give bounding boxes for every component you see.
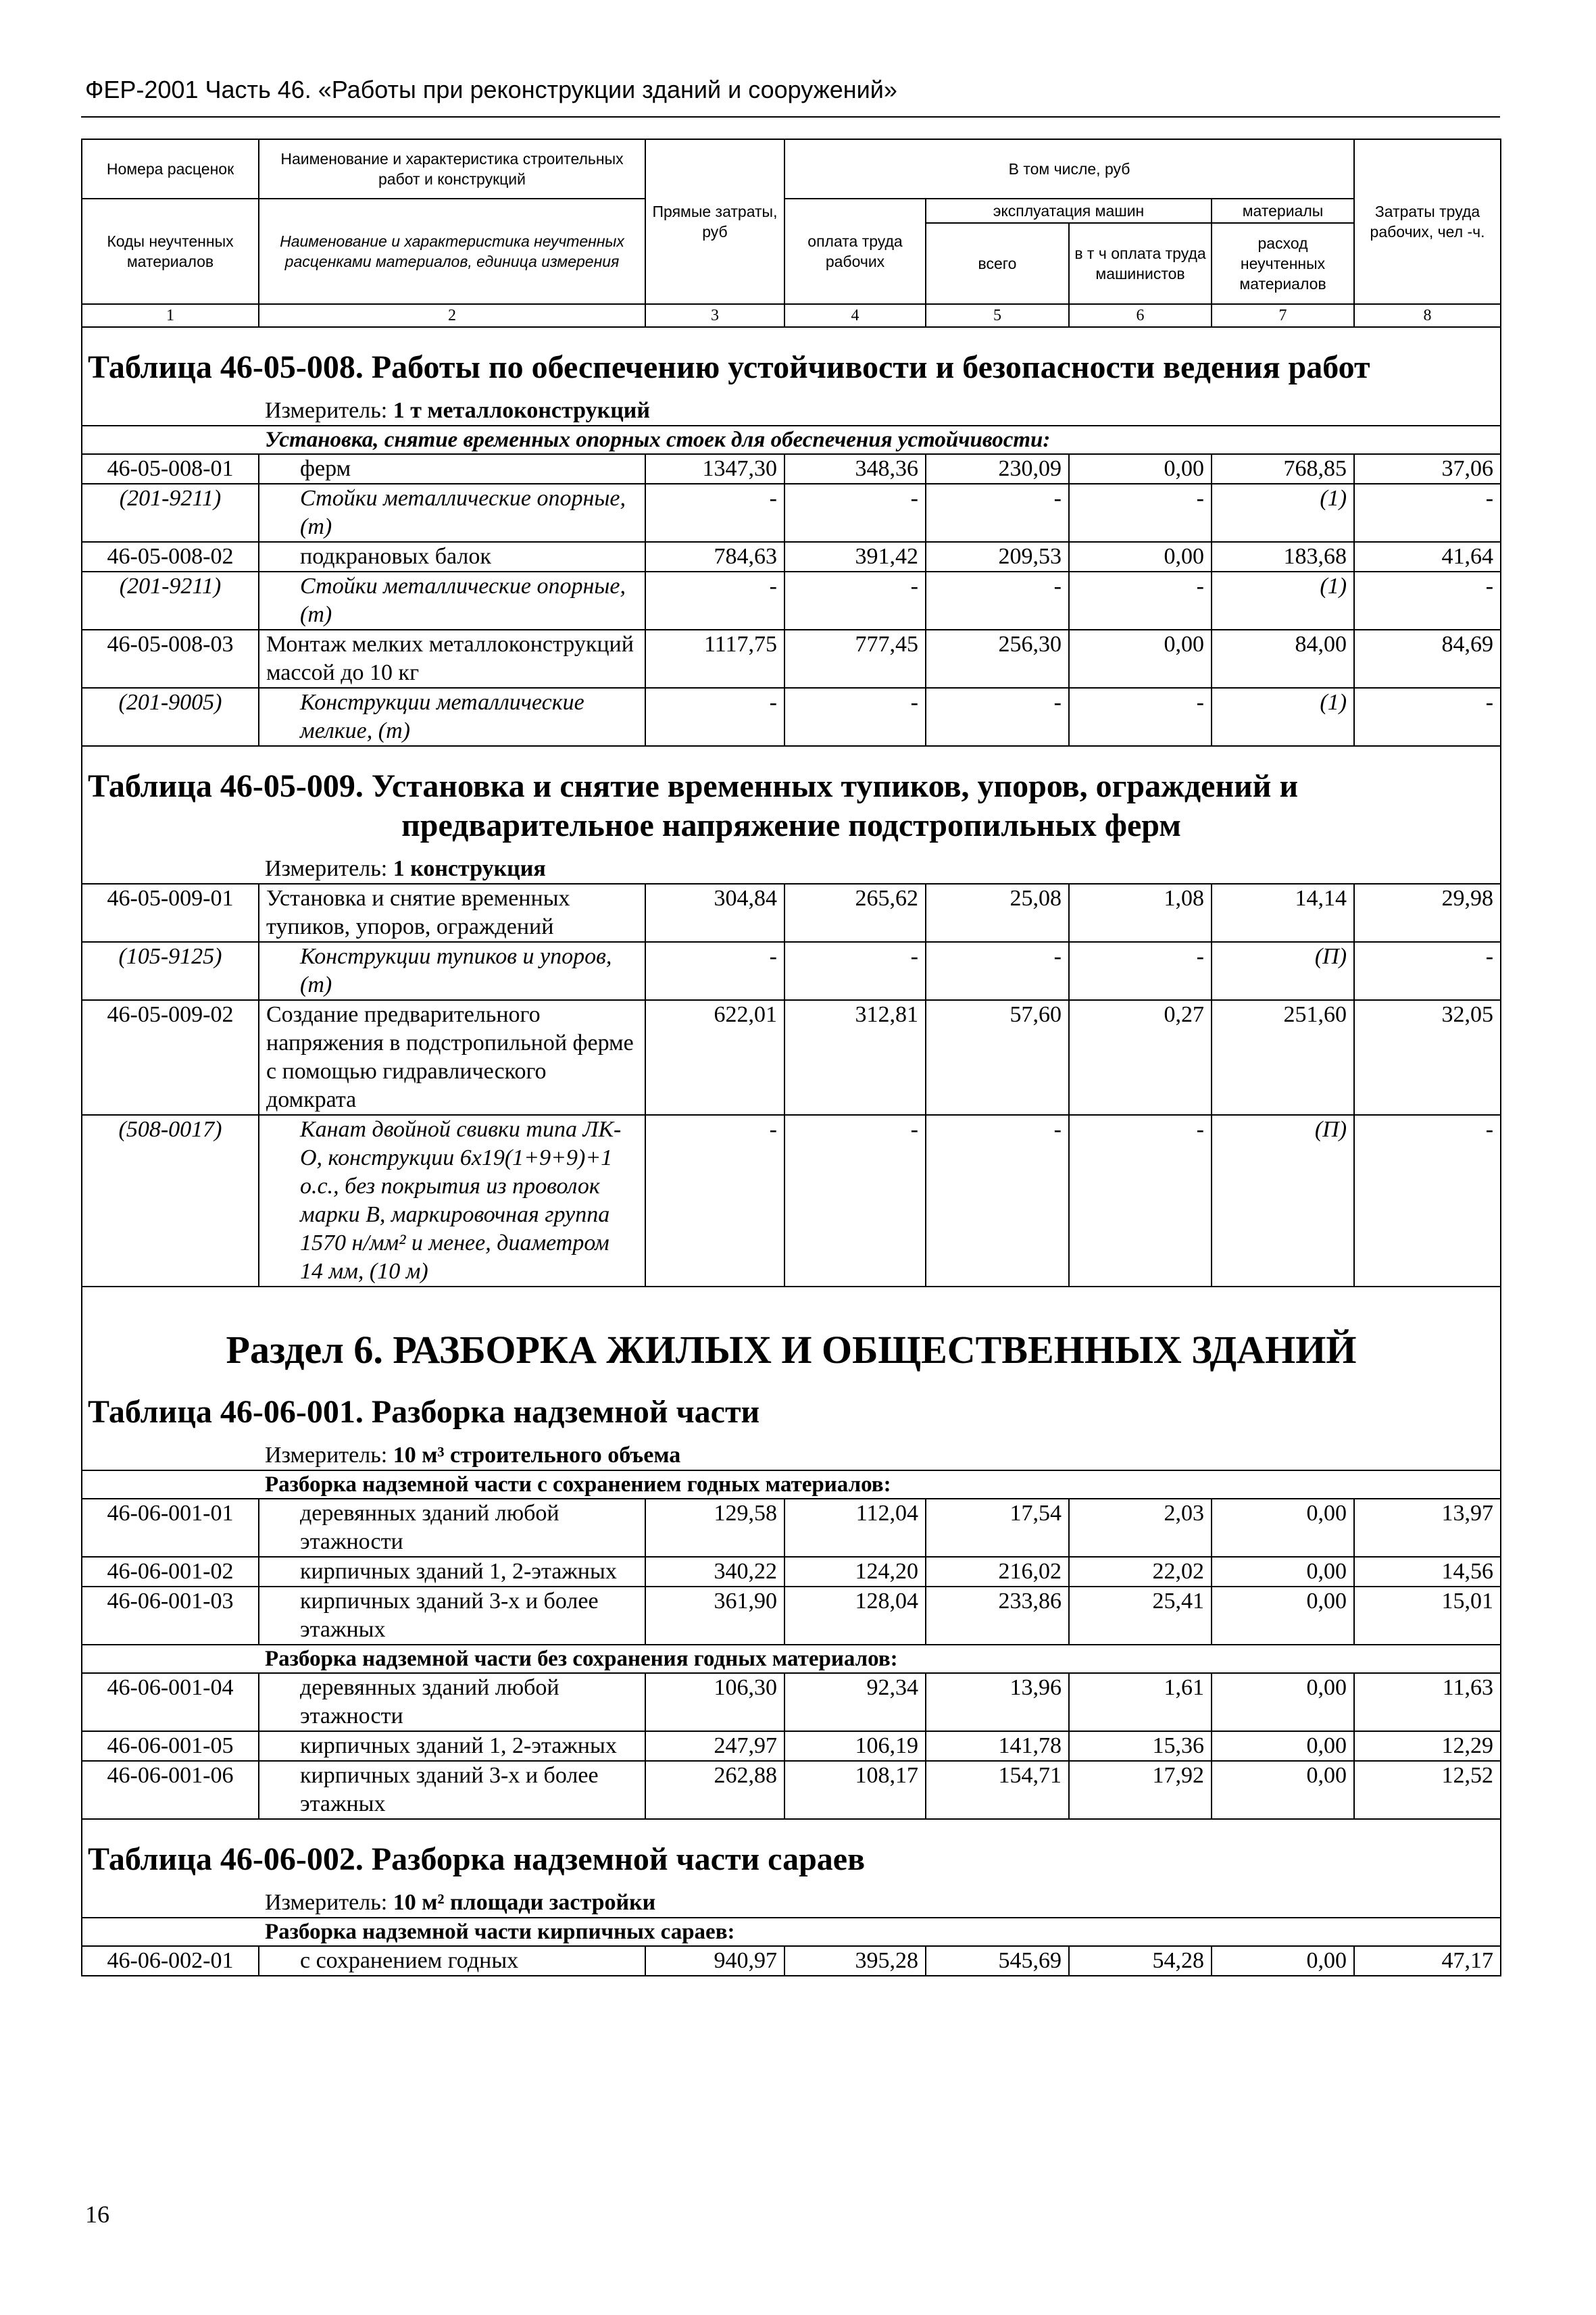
mv-6: - <box>1354 572 1501 630</box>
col1-top-header: Номера расценок <box>82 139 259 199</box>
measure-row <box>82 855 1501 884</box>
materials-cost: 0,00 <box>1212 1673 1354 1731</box>
col-num-5: 5 <box>926 304 1069 327</box>
table-row <box>82 884 1501 942</box>
subheading: Разборка надземной части с сохранением годных материалов: <box>82 1470 1501 1499</box>
mv-1: - <box>645 572 784 630</box>
table-title: Таблица 46-05-008. Работы по обеспечению устойчивости и безопасности ведения работ <box>82 327 1501 397</box>
mv-4: - <box>1069 1115 1212 1287</box>
materials-cost: 0,00 <box>1212 1587 1354 1645</box>
rate-code: 46-06-002-01 <box>82 1946 259 1976</box>
mv-4: - <box>1069 688 1212 746</box>
measure-value: 1 т металлоконструкций <box>393 398 650 423</box>
table-row <box>82 1499 1501 1557</box>
machines-total: 209,53 <box>926 542 1069 572</box>
rate-name: кирпичных зданий 3-х и более этажных <box>259 1587 645 1645</box>
labor-hours: 29,98 <box>1354 884 1501 942</box>
col8-header: Затраты труда рабочих, чел -ч. <box>1354 139 1501 304</box>
machinist-pay: 0,00 <box>1069 630 1212 688</box>
direct-cost: 247,97 <box>645 1731 784 1761</box>
table-row <box>82 1587 1501 1645</box>
table-title <box>82 746 1501 855</box>
materials-cost: 0,00 <box>1212 1946 1354 1976</box>
machines-total: 141,78 <box>926 1731 1069 1761</box>
machinist-pay: 0,27 <box>1069 1000 1212 1115</box>
rate-name: деревянных зданий любой этажности <box>259 1673 645 1731</box>
direct-cost: 304,84 <box>645 884 784 942</box>
machinist-pay: 17,92 <box>1069 1761 1212 1819</box>
subheading-row <box>82 1918 1501 1946</box>
direct-cost: 340,22 <box>645 1557 784 1587</box>
header-rule <box>81 116 1500 118</box>
measure-line <box>82 855 1501 884</box>
rate-name: Монтаж мелких металлоконструкций массой до 10 кг <box>259 630 645 688</box>
table-row <box>82 1557 1501 1587</box>
table-title-line-2: предварительное напряжение подстропильных ферм <box>401 807 1181 843</box>
col2-top-header: Наименование и характеристика строительных работ и конструкций <box>259 139 645 199</box>
col-num-4: 4 <box>784 304 926 327</box>
labor-hours: 41,64 <box>1354 542 1501 572</box>
material-code: (201-9005) <box>82 688 259 746</box>
labor-pay: 265,62 <box>784 884 926 942</box>
direct-cost: 106,30 <box>645 1673 784 1731</box>
labor-pay: 128,04 <box>784 1587 926 1645</box>
table-row <box>82 630 1501 688</box>
material-name: Канат двойной свивки типа ЛК-О, конструкции 6х19(1+9+9)+1 о.с., без покрытия из проволок марки В, маркировочная группа 1570 н/мм² и менее, диаметром 14 мм, (10 м) <box>259 1115 645 1287</box>
machinist-pay: 1,08 <box>1069 884 1212 942</box>
col-num-3: 3 <box>645 304 784 327</box>
rate-name: кирпичных зданий 3-х и более этажных <box>259 1761 645 1819</box>
measure-line <box>82 397 1501 426</box>
labor-pay: 391,42 <box>784 542 926 572</box>
col3-header: Прямые затраты, руб <box>645 139 784 304</box>
labor-hours: 12,52 <box>1354 1761 1501 1819</box>
machinist-pay: 1,61 <box>1069 1673 1212 1731</box>
material-row <box>82 1115 1501 1287</box>
col1-bottom-header: Коды неучтенных материалов <box>82 199 259 304</box>
material-name: Стойки металлические опорные, (т) <box>259 484 645 542</box>
table-title-row <box>82 1387 1501 1441</box>
col-num-1: 1 <box>82 304 259 327</box>
column-number-row <box>82 304 1501 327</box>
breakdown-header: В том числе, руб <box>784 139 1354 199</box>
material-code: (508-0017) <box>82 1115 259 1287</box>
subheading-row <box>82 426 1501 454</box>
mv-2: - <box>784 1115 926 1287</box>
col7-header: расход неучтенных материалов <box>1212 223 1354 304</box>
rate-name: с сохранением годных <box>259 1946 645 1976</box>
direct-cost: 1117,75 <box>645 630 784 688</box>
mv-3: - <box>926 688 1069 746</box>
mv-6: - <box>1354 1115 1501 1287</box>
machinist-pay: 54,28 <box>1069 1946 1212 1976</box>
rate-name: Установка и снятие временных тупиков, упоров, ограждений <box>259 884 645 942</box>
materials-cost: 0,00 <box>1212 1499 1354 1557</box>
labor-pay: 92,34 <box>784 1673 926 1731</box>
col-num-8: 8 <box>1354 304 1501 327</box>
page-number: 16 <box>85 2201 109 2228</box>
machinist-pay: 22,02 <box>1069 1557 1212 1587</box>
measure-label: Измеритель: <box>265 398 393 423</box>
rate-code: 46-05-009-02 <box>82 1000 259 1115</box>
material-row <box>82 942 1501 1000</box>
rate-code: 46-06-001-01 <box>82 1499 259 1557</box>
direct-cost: 784,63 <box>645 542 784 572</box>
rate-code: 46-06-001-05 <box>82 1731 259 1761</box>
rate-code: 46-06-001-06 <box>82 1761 259 1819</box>
rate-code: 46-06-001-03 <box>82 1587 259 1645</box>
mv-5: (1) <box>1212 688 1354 746</box>
subheading-row <box>82 1470 1501 1499</box>
col2-bottom-header: Наименование и характеристика неучтенных расценками материалов, единица измерения <box>259 199 645 304</box>
labor-pay: 395,28 <box>784 1946 926 1976</box>
machines-total: 13,96 <box>926 1673 1069 1731</box>
machines-total: 216,02 <box>926 1557 1069 1587</box>
labor-hours: 47,17 <box>1354 1946 1501 1976</box>
materials-cost: 0,00 <box>1212 1761 1354 1819</box>
table-title-row <box>82 327 1501 397</box>
col-num-6: 6 <box>1069 304 1212 327</box>
mv-2: - <box>784 942 926 1000</box>
mv-2: - <box>784 572 926 630</box>
mv-4: - <box>1069 484 1212 542</box>
rate-code: 46-06-001-02 <box>82 1557 259 1587</box>
rate-code: 46-05-009-01 <box>82 884 259 942</box>
price-table <box>81 139 1501 1976</box>
rate-name: кирпичных зданий 1, 2-этажных <box>259 1557 645 1587</box>
direct-cost: 129,58 <box>645 1499 784 1557</box>
subheading: Разборка надземной части без сохранения годных материалов: <box>82 1645 1501 1673</box>
table-row <box>82 1673 1501 1731</box>
mv-1: - <box>645 1115 784 1287</box>
measure-line <box>82 1441 1501 1470</box>
measure-line <box>82 1889 1501 1918</box>
machinist-pay: 15,36 <box>1069 1731 1212 1761</box>
mv-6: - <box>1354 688 1501 746</box>
rate-code: 46-05-008-02 <box>82 542 259 572</box>
col-num-2: 2 <box>259 304 645 327</box>
mv-5: (П) <box>1212 942 1354 1000</box>
subheading: Разборка надземной части кирпичных сараев: <box>82 1918 1501 1946</box>
mv-3: - <box>926 572 1069 630</box>
measure-label: Измеритель: <box>265 856 393 881</box>
mv-3: - <box>926 484 1069 542</box>
table-row <box>82 1000 1501 1115</box>
rate-code: 46-05-008-03 <box>82 630 259 688</box>
running-header: ФЕР-2001 Часть 46. «Работы при реконструкции зданий и сооружений» <box>85 76 897 103</box>
material-name: Конструкции тупиков и упоров, (т) <box>259 942 645 1000</box>
labor-hours: 11,63 <box>1354 1673 1501 1731</box>
col4-header: оплата труда рабочих <box>784 199 926 304</box>
labor-hours: 12,29 <box>1354 1731 1501 1761</box>
material-code: (105-9125) <box>82 942 259 1000</box>
labor-hours: 32,05 <box>1354 1000 1501 1115</box>
labor-pay: 348,36 <box>784 454 926 484</box>
measure-value: 10 м³ строительного объема <box>393 1443 681 1468</box>
machinist-pay: 0,00 <box>1069 454 1212 484</box>
header-row-2 <box>82 199 1501 223</box>
header-row-1 <box>82 139 1501 199</box>
measure-value: 10 м² площади застройки <box>393 1890 656 1915</box>
table-row <box>82 1731 1501 1761</box>
section-heading: Раздел 6. РАЗБОРКА ЖИЛЫХ И ОБЩЕСТВЕННЫХ ЗДАНИЙ <box>82 1287 1501 1387</box>
material-row <box>82 484 1501 542</box>
machinist-pay: 25,41 <box>1069 1587 1212 1645</box>
section-heading-row <box>82 1287 1501 1387</box>
table-title-line-1: Таблица 46-05-009. Установка и снятие временных тупиков, упоров, ограждений и <box>88 768 1299 804</box>
labor-pay: 124,20 <box>784 1557 926 1587</box>
mv-1: - <box>645 942 784 1000</box>
mv-5: (1) <box>1212 484 1354 542</box>
labor-pay: 112,04 <box>784 1499 926 1557</box>
measure-row <box>82 1441 1501 1470</box>
materials-cost: 768,85 <box>1212 454 1354 484</box>
rate-name: подкрановых балок <box>259 542 645 572</box>
labor-pay: 108,17 <box>784 1761 926 1819</box>
direct-cost: 262,88 <box>645 1761 784 1819</box>
materials-header: материалы <box>1212 199 1354 223</box>
mv-1: - <box>645 484 784 542</box>
materials-cost: 0,00 <box>1212 1557 1354 1587</box>
labor-hours: 37,06 <box>1354 454 1501 484</box>
subheading: Установка, снятие временных опорных стоек для обеспечения устойчивости: <box>82 426 1501 454</box>
rate-name: деревянных зданий любой этажности <box>259 1499 645 1557</box>
machinist-pay: 2,03 <box>1069 1499 1212 1557</box>
direct-cost: 622,01 <box>645 1000 784 1115</box>
mv-2: - <box>784 688 926 746</box>
labor-pay: 312,81 <box>784 1000 926 1115</box>
mv-5: (1) <box>1212 572 1354 630</box>
machines-total: 256,30 <box>926 630 1069 688</box>
material-code: (201-9211) <box>82 572 259 630</box>
machinist-pay: 0,00 <box>1069 542 1212 572</box>
labor-hours: 14,56 <box>1354 1557 1501 1587</box>
rate-code: 46-05-008-01 <box>82 454 259 484</box>
material-row <box>82 688 1501 746</box>
material-code: (201-9211) <box>82 484 259 542</box>
table-row <box>82 454 1501 484</box>
direct-cost: 1347,30 <box>645 454 784 484</box>
measure-label: Измеритель: <box>265 1443 393 1468</box>
table-title: Таблица 46-06-001. Разборка надземной части <box>82 1387 1501 1441</box>
direct-cost: 940,97 <box>645 1946 784 1976</box>
measure-value: 1 конструкция <box>393 856 546 881</box>
mv-6: - <box>1354 484 1501 542</box>
materials-cost: 0,00 <box>1212 1731 1354 1761</box>
col6-header: в т ч оплата труда машинистов <box>1069 223 1212 304</box>
labor-pay: 106,19 <box>784 1731 926 1761</box>
table-title-row <box>82 746 1501 855</box>
subheading-row <box>82 1645 1501 1673</box>
col5-header: всего <box>926 223 1069 304</box>
table-title: Таблица 46-06-002. Разборка надземной части сараев <box>82 1819 1501 1889</box>
table-row <box>82 1761 1501 1819</box>
rate-name: кирпичных зданий 1, 2-этажных <box>259 1731 645 1761</box>
materials-cost: 14,14 <box>1212 884 1354 942</box>
machines-total: 57,60 <box>926 1000 1069 1115</box>
measure-label: Измеритель: <box>265 1890 393 1915</box>
machines-total: 233,86 <box>926 1587 1069 1645</box>
materials-cost: 251,60 <box>1212 1000 1354 1115</box>
machines-total: 545,69 <box>926 1946 1069 1976</box>
labor-hours: 13,97 <box>1354 1499 1501 1557</box>
measure-row <box>82 1889 1501 1918</box>
col-num-7: 7 <box>1212 304 1354 327</box>
machines-total: 17,54 <box>926 1499 1069 1557</box>
machines-total: 154,71 <box>926 1761 1069 1819</box>
mv-2: - <box>784 484 926 542</box>
machines-total: 230,09 <box>926 454 1069 484</box>
material-row <box>82 572 1501 630</box>
measure-row <box>82 397 1501 426</box>
mv-4: - <box>1069 942 1212 1000</box>
rate-code: 46-06-001-04 <box>82 1673 259 1731</box>
labor-hours: 84,69 <box>1354 630 1501 688</box>
direct-cost: 361,90 <box>645 1587 784 1645</box>
machines-total: 25,08 <box>926 884 1069 942</box>
mv-3: - <box>926 942 1069 1000</box>
machines-header: эксплуатация машин <box>926 199 1212 223</box>
rate-name: ферм <box>259 454 645 484</box>
mv-5: (П) <box>1212 1115 1354 1287</box>
table-row <box>82 542 1501 572</box>
materials-cost: 183,68 <box>1212 542 1354 572</box>
material-name: Стойки металлические опорные, (т) <box>259 572 645 630</box>
material-name: Конструкции металлические мелкие, (т) <box>259 688 645 746</box>
table-title-row <box>82 1819 1501 1889</box>
mv-4: - <box>1069 572 1212 630</box>
labor-pay: 777,45 <box>784 630 926 688</box>
table-row <box>82 1946 1501 1976</box>
rate-name: Создание предварительного напряжения в подстропильной ферме с помощью гидравлического домкрата <box>259 1000 645 1115</box>
mv-6: - <box>1354 942 1501 1000</box>
mv-3: - <box>926 1115 1069 1287</box>
labor-hours: 15,01 <box>1354 1587 1501 1645</box>
materials-cost: 84,00 <box>1212 630 1354 688</box>
mv-1: - <box>645 688 784 746</box>
